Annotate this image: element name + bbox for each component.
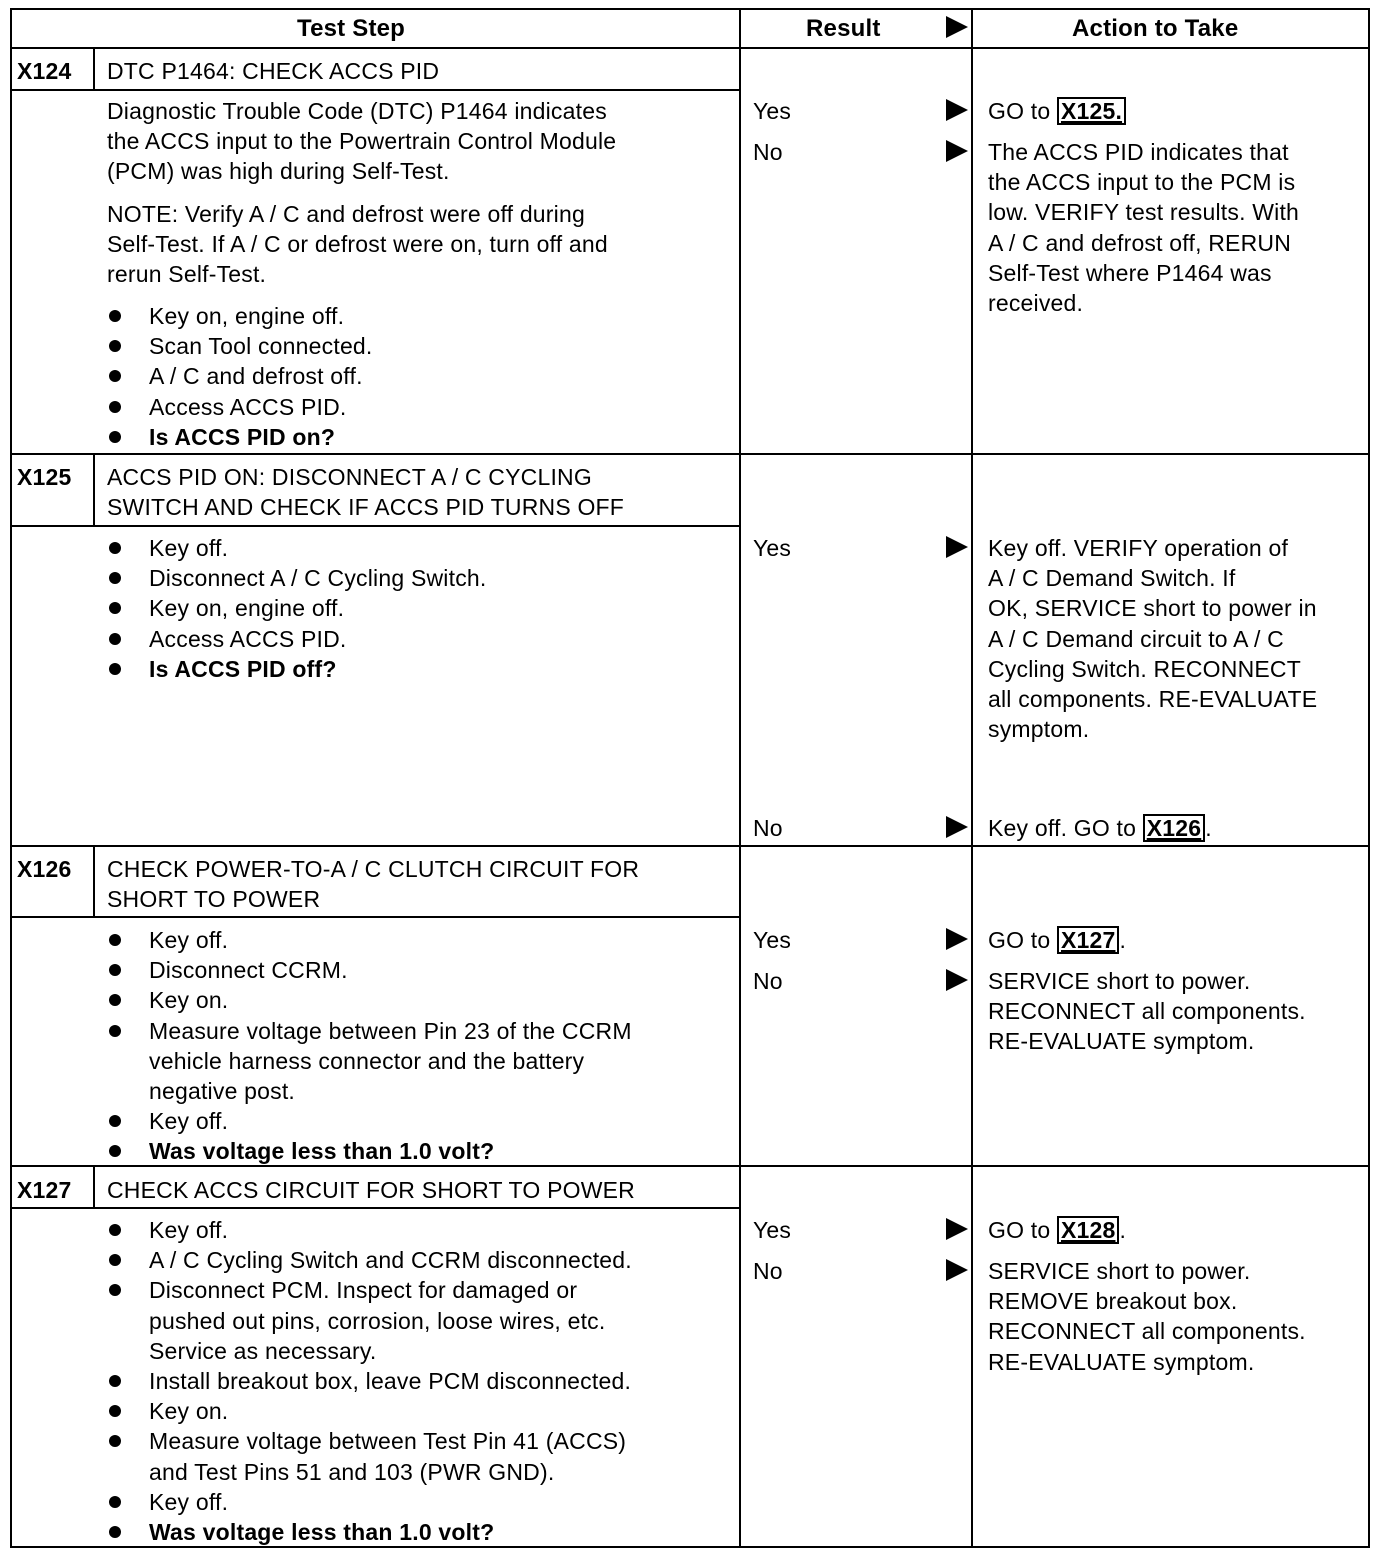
list-item: Key on. [107,1396,632,1426]
step-question: Was voltage less than 1.0 volt? [107,1136,632,1166]
title-underline [10,89,740,91]
action-text: Key off. VERIFY operation of A / C Demand Switch. If OK, SERVICE short to power in A / C Demand circuit to A / C Cycling Switch. RECONNECT all components. RE-EVALUATE symptom. [988,535,1318,743]
step-id: X124 [17,58,72,84]
header-result: Result [806,15,881,42]
action-text: SERVICE short to power. REMOVE breakout box. RECONNECT all components. RE-EVALUATE symptom. [988,1258,1306,1375]
step-bullet-list [107,533,486,684]
title-underline [10,1207,740,1209]
step-bullet-list [107,301,373,452]
list-item-continuation: Service as necessary. [149,1337,377,1364]
paragraph-line: rerun Self-Test. [107,261,267,288]
paragraph-line: NOTE: Verify A / C and defrost were off during [107,201,585,227]
step-question: Is ACCS PID off? [107,654,486,684]
list-item: A / C Cycling Switch and CCRM disconnected. [107,1245,632,1275]
bullet-icon [109,1224,121,1236]
bullet-icon [109,542,121,554]
list-item: Key off. [107,925,632,955]
result-arrow-icon [946,928,968,950]
goto-link[interactable]: X126 [1143,814,1206,842]
list-item: Measure voltage between Test Pin 41 (ACCS) [107,1426,632,1456]
paragraph-line: the ACCS input to the Powertrain Control Module [107,128,617,155]
paragraph-line: (PCM) was high during Self-Test. [107,158,450,185]
goto-link[interactable]: X127 [1057,926,1120,954]
result-arrow-icon [946,969,968,991]
list-item: Disconnect PCM. Inspect for damaged or [107,1275,632,1305]
action-text: GO to X128 . [988,1217,1127,1243]
list-item: Disconnect CCRM. [107,955,632,985]
result-label: Yes [753,927,792,953]
col-divider-result [739,8,741,1548]
step-question: Is ACCS PID on? [107,422,373,452]
bullet-icon [109,431,121,443]
result-label: No [753,1258,783,1284]
step-id: X127 [17,1177,72,1203]
result-label: Yes [753,1217,792,1243]
bullet-icon [109,663,121,675]
result-label: No [753,139,783,165]
result-arrow-icon [946,816,968,838]
header-arrow-icon [946,16,968,38]
title-underline [10,525,740,527]
list-item: Scan Tool connected. [107,331,373,361]
list-item-continuation: and Test Pins 51 and 103 (PWR GND). [149,1458,555,1485]
frame-left [10,8,12,1548]
goto-link[interactable]: X125. [1057,97,1126,125]
paragraph-line: Self-Test. If A / C or defrost were on, turn off and [107,231,608,258]
result-arrow-icon [946,1218,968,1240]
list-item: Key on, engine off. [107,301,373,331]
bullet-icon [109,994,121,1006]
result-label: No [753,968,783,994]
bullet-icon [109,1526,121,1538]
step-question: Was voltage less than 1.0 volt? [107,1517,632,1547]
result-label: No [753,815,783,841]
list-item-continuation: negative post. [149,1078,296,1105]
list-item: Key on, engine off. [107,593,486,623]
frame-header-bottom [10,47,1370,49]
list-item: A / C and defrost off. [107,361,373,391]
bullet-icon [109,934,121,946]
goto-link[interactable]: X128 [1057,1216,1120,1244]
bullet-icon [109,370,121,382]
list-item: Key off. [107,533,486,563]
list-item: Key off. [107,1106,632,1136]
bullet-icon [109,1405,121,1417]
col-divider-action [971,8,973,1548]
bullet-icon [109,964,121,976]
result-label: Yes [753,535,792,561]
list-item: Key on. [107,985,632,1015]
id-divider [93,847,95,917]
step-title: CHECK ACCS CIRCUIT FOR SHORT TO POWER [107,1177,635,1203]
list-item: Measure voltage between Pin 23 of the CCRM [107,1016,632,1046]
bullet-icon [109,1496,121,1508]
step-bullet-list [107,925,632,1167]
list-item: Key off. [107,1215,632,1245]
action-text: GO to X127 . [988,927,1127,953]
bullet-icon [109,633,121,645]
bullet-icon [109,572,121,584]
list-item-continuation: vehicle harness connector and the battery [149,1047,585,1074]
frame-right [1368,8,1370,1548]
action-text: Key off. GO to X126 . [988,815,1212,841]
result-arrow-icon [946,536,968,558]
step-id: X126 [17,856,72,882]
title-underline [10,916,740,918]
bullet-icon [109,310,121,322]
result-label: Yes [753,98,792,124]
step-note [107,199,608,290]
bullet-icon [109,1375,121,1387]
header-test-step: Test Step [297,15,406,42]
result-arrow-icon [946,99,968,121]
header-action: Action to Take [1072,15,1239,42]
step-paragraph [107,96,616,187]
action-text: SERVICE short to power. RECONNECT all components. RE-EVALUATE symptom. [988,968,1306,1055]
step-title: ACCS PID ON: DISCONNECT A / C CYCLING SWITCH AND CHECK IF ACCS PID TURNS OFF [107,464,625,521]
step-separator [10,845,1370,847]
step-bullet-list [107,1215,632,1547]
step-title: DTC P1464: CHECK ACCS PID [107,58,440,84]
bullet-icon [109,1254,121,1266]
id-divider [93,49,95,90]
bullet-icon [109,340,121,352]
list-item: Install breakout box, leave PCM disconnected. [107,1366,632,1396]
bullet-icon [109,401,121,413]
step-separator [10,453,1370,455]
frame-top [10,8,1370,10]
list-item: Access ACCS PID. [107,624,486,654]
list-item: Access ACCS PID. [107,392,373,422]
step-title: CHECK POWER-TO-A / C CLUTCH CIRCUIT FOR SHORT TO POWER [107,856,640,913]
action-text: The ACCS PID indicates that the ACCS input to the PCM is low. VERIFY test results. With A / C and defrost off, RERUN Self-Test where P1464 was received. [988,139,1300,317]
bullet-icon [109,1115,121,1127]
result-arrow-icon [946,1259,968,1281]
paragraph-line: Diagnostic Trouble Code (DTC) P1464 indicates [107,98,607,124]
bullet-icon [109,1284,121,1296]
list-item: Key off. [107,1487,632,1517]
bullet-icon [109,1145,121,1157]
bullet-icon [109,602,121,614]
list-item-continuation: pushed out pins, corrosion, loose wires, etc. [149,1307,606,1334]
bullet-icon [109,1025,121,1037]
action-text: GO to X125. [988,96,1126,126]
step-id: X125 [17,464,72,490]
result-arrow-icon [946,140,968,162]
bullet-icon [109,1435,121,1447]
list-item: Disconnect A / C Cycling Switch. [107,563,486,593]
id-divider [93,455,95,526]
id-divider [93,1167,95,1208]
